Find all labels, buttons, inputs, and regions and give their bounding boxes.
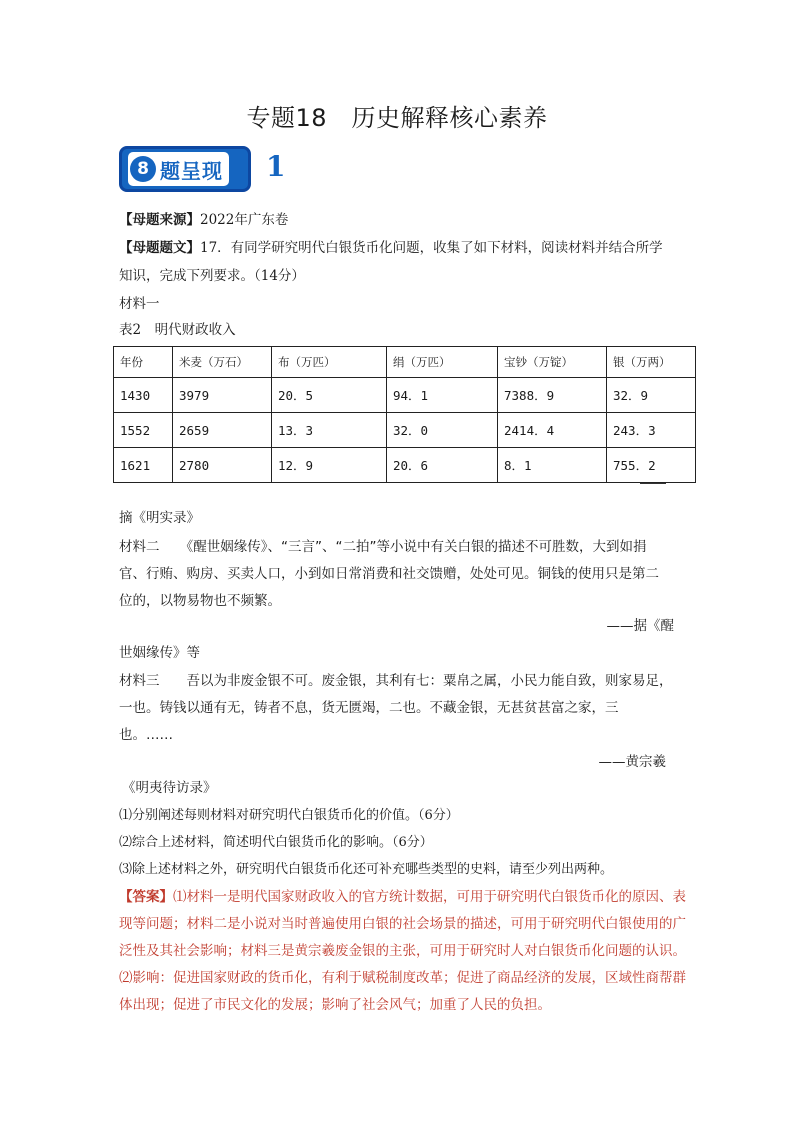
answer-line-2: 现等问题；材料二是小说对当时普遍使用白银的社会场景的描述，可用于研究明代白银使用的广 [119, 916, 686, 932]
table-cell: 3979 [173, 378, 272, 413]
question-label: 【母题题文】 [119, 240, 200, 256]
material3-line-3: 也。…… [119, 727, 173, 743]
attribution-dash [640, 483, 666, 484]
badge-number: 1 [266, 150, 286, 183]
material2-line-2: 官、行贿、购房、买卖人口，小到如日常消费和社交馈赠，处处可见。铜钱的使用只是第二 [119, 566, 659, 582]
table-cell: 1621 [114, 448, 173, 483]
table-cell: 8．1 [498, 448, 607, 483]
table-cell: 1430 [114, 378, 173, 413]
material1-heading: 材料一 [119, 296, 160, 312]
table-cell: 755．2 [607, 448, 696, 483]
table-header-row [114, 347, 696, 378]
table-cell: 94．1 [387, 378, 498, 413]
material3-attribution-a: ——黄宗羲 [598, 754, 666, 770]
section-badge [119, 146, 251, 192]
question-text-1: 17．有同学研究明代白银货币化问题，收集了如下材料，阅读材料并结合所学 [200, 240, 663, 256]
source-text: 2022年广东卷 [200, 212, 289, 228]
table-cell: 2414．4 [498, 413, 607, 448]
table-caption: 表2 明代财政收入 [119, 322, 236, 338]
question-line-1 [119, 238, 663, 258]
sub-question-1: ⑴分别阐述每则材料对研究明代白银货币化的价值。（6分） [119, 808, 459, 823]
source1-attribution: 摘《明实录》 [119, 510, 200, 526]
table-cell: 20．5 [272, 378, 387, 413]
table-header-cell: 宝钞（万锭） [498, 347, 607, 378]
answer-text-1: ⑴材料一是明代国家财政收入的官方统计数据，可用于研究明代白银货币化的原因、表 [173, 889, 686, 905]
sub-question-2: ⑵综合上述材料，简述明代白银货币化的影响。（6分） [119, 835, 433, 850]
table-header-cell: 银（万两） [607, 347, 696, 378]
badge-number-icon: 8 [130, 156, 156, 182]
badge-label: 题呈现 [160, 158, 223, 183]
table-cell: 20．6 [387, 448, 498, 483]
answer-label: 【答案】 [119, 889, 173, 905]
table-cell: 2780 [173, 448, 272, 483]
page-title: 专题18 历史解释核心素养 [246, 104, 548, 132]
sub-question-3: ⑶除上述材料之外，研究明代白银货币化还可补充哪些类型的史料，请至少列出两种。 [119, 862, 614, 877]
badge-inner [128, 152, 229, 186]
material2-attribution-a: ——据《醒 [606, 618, 674, 634]
table-row [114, 413, 696, 448]
table-row [114, 448, 696, 483]
material2-line-1: 材料二 《醒世姻缘传》、“三言”、“二拍”等小说中有关白银的描述不可胜数，大到如捐 [119, 539, 647, 555]
material3-line-1: 材料三 吾以为非废金银不可。废金银，其利有七：粟帛之属，小民力能自致，则家易足， [119, 673, 673, 689]
material3-attribution-b: 《明夷待访录》 [122, 780, 217, 796]
answer-line-5: 体出现；促进了市民文化的发展；影响了社会风气；加重了人民的负担。 [119, 997, 551, 1013]
table-cell: 13．3 [272, 413, 387, 448]
table-cell: 32．0 [387, 413, 498, 448]
question-line-2: 知识，完成下列要求。（14分） [119, 268, 305, 284]
material2-line-3: 位的，以物易物也不频繁。 [119, 593, 281, 609]
answer-line-1 [119, 887, 686, 907]
table-row [114, 378, 696, 413]
source-line [119, 210, 288, 230]
table-cell: 7388．9 [498, 378, 607, 413]
table-cell: 2659 [173, 413, 272, 448]
source-label: 【母题来源】 [119, 212, 200, 228]
table-cell: 12．9 [272, 448, 387, 483]
table-header-cell: 年份 [114, 347, 173, 378]
table-cell: 1552 [114, 413, 173, 448]
table-header-cell: 米麦（万石） [173, 347, 272, 378]
table-header-cell: 布（万匹） [272, 347, 387, 378]
table-cell: 32．9 [607, 378, 696, 413]
material3-line-2: 一也。铸钱以通有无，铸者不息，货无匮竭，二也。不藏金银，无甚贫甚富之家，三 [119, 700, 619, 716]
answer-line-4: ⑵影响：促进国家财政的货币化，有利于赋税制度改革；促进了商品经济的发展，区域性商帮群 [119, 970, 686, 986]
revenue-table [113, 346, 696, 483]
table-cell: 243．3 [607, 413, 696, 448]
answer-line-3: 泛性及其社会影响；材料三是黄宗羲废金银的主张，可用于研究时人对白银货币化问题的认识。 [119, 943, 686, 959]
material2-attribution-b: 世姻缘传》等 [119, 645, 200, 661]
table-header-cell: 绢（万匹） [387, 347, 498, 378]
